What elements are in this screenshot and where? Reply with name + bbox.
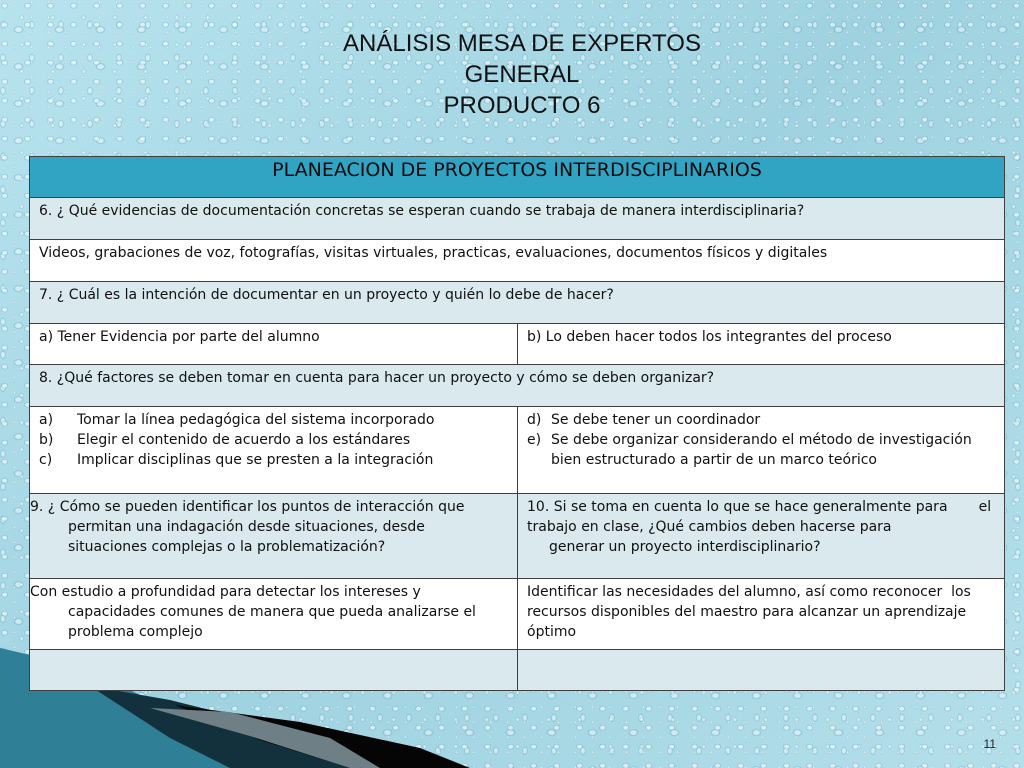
- answer-9: Con estudio a profundidad para detectar los intereses y capacidades comunes de manera que pueda analizarse el problema complejo: [30, 579, 518, 650]
- table-header: PLANEACION DE PROYECTOS INTERDISCIPLINARIOS: [30, 157, 1005, 198]
- question-10: [518, 494, 1005, 579]
- question-10-line-2: generar un proyecto interdisciplinario?: [549, 539, 821, 555]
- answer-6-row: [30, 240, 1005, 282]
- planning-table: [29, 156, 1005, 691]
- slide-title: [0, 28, 1024, 121]
- list-text: Se debe organizar considerando el método de investigación bien estructurado a partir de un marco teórico: [551, 432, 972, 468]
- answer-8-right-list: [527, 410, 995, 470]
- question-8-row: [30, 365, 1005, 407]
- answer-10: Identificar las necesidades del alumno, así como reconocer los recursos disponibles del maestro para alcanzar un aprendizaje óptimo: [518, 579, 1005, 650]
- answer-9-10-row: [30, 579, 1005, 650]
- list-item: [527, 430, 995, 470]
- answer-8-row: [30, 407, 1005, 494]
- list-text: Implicar disciplinas que se presten a la integración: [77, 452, 434, 468]
- list-item: [39, 430, 508, 450]
- list-marker: c): [39, 452, 53, 468]
- list-item: [39, 410, 508, 430]
- empty-cell-right: [518, 650, 1005, 691]
- answer-7-left: a) Tener Evidencia por parte del alumno: [30, 324, 518, 365]
- title-line-3: PRODUCTO 6: [443, 92, 601, 119]
- answer-8-left: [30, 407, 518, 494]
- question-6: 6. ¿ Qué evidencias de documentación concretas se esperan cuando se trabaja de manera interdisciplinaria?: [30, 198, 1005, 240]
- question-9-10-row: [30, 494, 1005, 579]
- question-7: 7. ¿ Cuál es la intención de documentar en un proyecto y quién lo debe de hacer?: [30, 282, 1005, 324]
- title-line-2: GENERAL: [464, 61, 580, 88]
- list-item: [527, 410, 995, 430]
- question-8: 8. ¿Qué factores se deben tomar en cuenta para hacer un proyecto y cómo se deben organizar?: [30, 365, 1005, 407]
- gray-ribbon-shape: [150, 708, 380, 768]
- dark-wave-shape: [90, 686, 380, 768]
- list-marker: d): [527, 412, 542, 428]
- question-7-row: [30, 282, 1005, 324]
- list-marker: a): [39, 412, 54, 428]
- answer-6: Videos, grabaciones de voz, fotografías, visitas virtuales, practicas, evaluaciones, documentos físicos y digitales: [30, 240, 1005, 282]
- answer-8-right: [518, 407, 1005, 494]
- empty-row: [30, 650, 1005, 691]
- slide-number: 11: [983, 737, 996, 751]
- list-marker: e): [527, 432, 542, 448]
- answer-8-left-list: [39, 410, 508, 470]
- list-marker: b): [39, 432, 54, 448]
- answer-7-row: [30, 324, 1005, 365]
- table-header-row: [30, 157, 1005, 198]
- question-6-row: [30, 198, 1005, 240]
- title-line-1: ANÁLISIS MESA DE EXPERTOS: [343, 30, 701, 57]
- list-item: [39, 450, 508, 470]
- answer-7-right: b) Lo deben hacer todos los integrantes del proceso: [518, 324, 1005, 365]
- list-text: Elegir el contenido de acuerdo a los estándares: [77, 432, 411, 448]
- list-text: Se debe tener un coordinador: [551, 412, 761, 428]
- black-ribbon-shape: [175, 705, 470, 768]
- empty-cell-left: [30, 650, 518, 691]
- question-9: 9. ¿ Cómo se pueden identificar los puntos de interacción que permitan una indagación desde situaciones, desde situaciones complejas o la problematización?: [30, 494, 518, 579]
- list-text: Tomar la línea pedagógica del sistema incorporado: [77, 412, 435, 428]
- question-10-line-1: 10. Si se toma en cuenta lo que se hace generalmente para el trabajo en clase, ¿Qué cambios deben hacerse para: [527, 499, 996, 535]
